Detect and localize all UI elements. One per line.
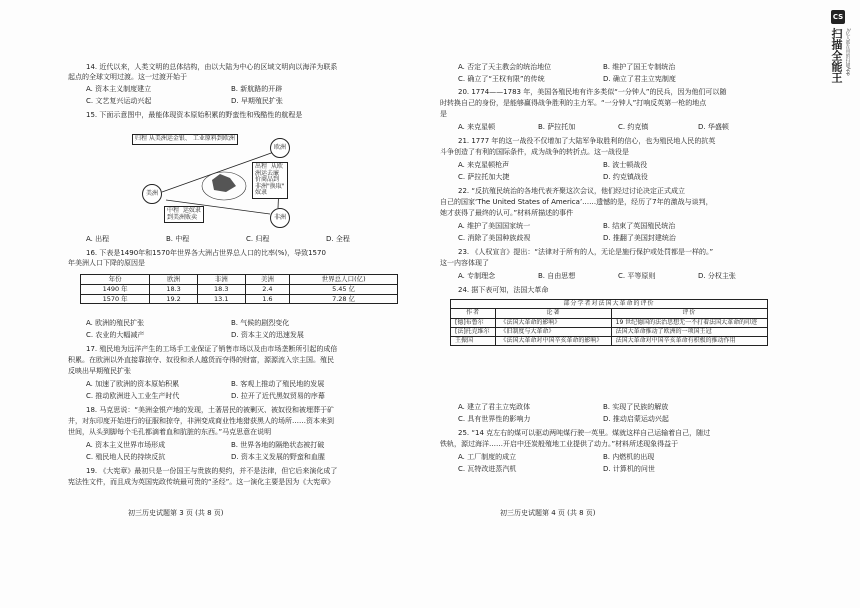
triangle-trade-diagram: [132, 134, 302, 230]
cell: [法]托克维尔: [451, 327, 496, 336]
q22-stem: 22. “反抗殖民统治的各地代表齐聚这次会议，他们经过讨论决定正式成立: [458, 187, 685, 195]
q22-stem-cont2: 她才获得了最终的认可。”材料所描述的事件: [440, 209, 574, 217]
table-header-row: [81, 275, 398, 285]
q23-stem: 23. 《人权宣言》提出：“法律对于所有的人，无论是施行保护或处罚都是一样的。”: [458, 248, 714, 256]
q25-option-a[interactable]: A. 工厂制度的成立: [458, 453, 517, 461]
q20-stem: 20. 1774——1783 年，美国各殖民地有许多类似“一分钟人”的民兵，因为他们可以随: [458, 88, 727, 96]
q20-option-d[interactable]: D. 华盛顿: [698, 123, 729, 131]
q23-option-d[interactable]: D. 分权主张: [698, 272, 736, 280]
page-footer-4: 初三历史试题第 4 页 (共 8 页): [500, 509, 596, 517]
q21-option-d[interactable]: D. 约克镇战役: [603, 173, 648, 181]
q22-option-d[interactable]: D. 推翻了美国封建统治: [603, 234, 676, 242]
q25-stem-cont: 铁轨，源过海洋……开启中还炭般殖地工业提供了动力。”材料所述现象得益于: [440, 440, 679, 448]
q20-stem-cont2: 是: [440, 110, 447, 118]
cell: 19.2: [150, 294, 198, 304]
header-year: 年份: [81, 275, 150, 285]
cell: 1490 年: [81, 284, 150, 294]
q24-stem: 24. 据下表可知，法国大革命: [458, 286, 549, 294]
page-footer-3: 初三历史试题第 3 页 (共 8 页): [128, 509, 224, 517]
q16-stem-cont: 年美洲人口下降的原因是: [68, 259, 145, 267]
watermark-subtitle: 3亿人都在用的扫描App: [845, 28, 850, 76]
q25-option-c[interactable]: C. 瓦特改进蒸汽机: [458, 465, 517, 473]
cell: 《法国大革命的影响》: [496, 318, 611, 327]
q17-option-c[interactable]: C. 推动欧洲进入工业生产时代: [86, 392, 180, 400]
africa-node: 非洲: [270, 208, 290, 228]
header-africa: 非洲: [197, 275, 245, 285]
q18-option-d[interactable]: D. 资本主义发展的野蛮和血腥: [231, 453, 325, 461]
header-author: 作者: [451, 309, 496, 318]
q20-stem-cont: 时转换自己的身份，是能够赢得战争胜利的主力军。“一分钟人”打响反英第一枪的地点: [440, 99, 707, 107]
q14-option-a[interactable]: A. 资本主义制度建立: [86, 85, 152, 93]
q16-option-d[interactable]: D. 资本主义的迅速发展: [231, 331, 304, 339]
q22-option-b[interactable]: B. 结束了英国殖民统治: [603, 222, 676, 230]
table-row: [81, 294, 398, 304]
america-node: 美洲: [142, 184, 162, 204]
q18-option-c[interactable]: C. 殖民地人民的持续反抗: [86, 453, 166, 461]
q17-option-b[interactable]: B. 客观上推动了殖民地的发展: [231, 380, 325, 388]
cell: 2.4: [245, 284, 290, 294]
cell: 《法国大革命对中国辛亥革命的影响》: [496, 337, 611, 346]
population-table: [80, 274, 398, 304]
cell: 王振国: [451, 337, 496, 346]
q16-option-c[interactable]: C. 农业的大幅减产: [86, 331, 145, 339]
header-europe: 欧洲: [150, 275, 198, 285]
q25-option-d[interactable]: D. 计算机的问世: [603, 465, 655, 473]
q17-option-d[interactable]: D. 拉开了近代黑奴贸易的序幕: [231, 392, 325, 400]
q16-stem: 16. 下表是1490年和1570年世界各大洲占世界总人口的比率(%)，导致1570: [86, 249, 326, 257]
cell: 18.3: [197, 284, 245, 294]
cell: 18.3: [150, 284, 198, 294]
table-row: [451, 318, 768, 327]
q15-stem: 15. 下面示意图中，最能体现资本原始积累的野蛮性和残酷性的航程是: [86, 111, 303, 119]
q18-stem: 18. 马克思说：“美洲金银产地的发现，土著居民的被剿灭、被奴役和被埋葬于矿: [86, 406, 334, 414]
cell: 法国大革命推动了欧洲的一项国王冠: [611, 327, 767, 336]
q25-option-b[interactable]: B. 内燃机的出现: [603, 453, 655, 461]
q21-option-c[interactable]: C. 萨拉托加大捷: [458, 173, 510, 181]
q18-option-a[interactable]: A. 资本主义世界市场形成: [86, 441, 166, 449]
q14-stem: 14. 近代以来，人类文明的总体结构，由以大陆为中心的区域文明向以海洋为联系: [86, 63, 338, 71]
cell: 《旧制度与大革命》: [496, 327, 611, 336]
q18-stem-cont2: 世间，从头到脚每个毛孔都滴着血和肮脏的东西。”马克思意在说明: [68, 428, 272, 436]
q14-option-b[interactable]: B. 新航路的开辟: [231, 85, 283, 93]
table-caption: 部分学者对法国大革命的评价: [451, 300, 768, 309]
cell: 19 世纪德国的法治思想无一不打着法国大革命的印迹: [611, 318, 767, 327]
cell: 法国大革命对中国辛亥革命有积极的推动作用: [611, 337, 767, 346]
table-caption-row: [451, 300, 768, 309]
q14-option-d[interactable]: D. 早期殖民扩张: [231, 97, 283, 105]
q19-option-c[interactable]: C. 确立了“王权有限”的传统: [458, 75, 545, 83]
q14-option-c[interactable]: C. 文艺复兴运动兴起: [86, 97, 152, 105]
cell: 13.1: [197, 294, 245, 304]
q20-option-c[interactable]: C. 约克镇: [618, 123, 649, 131]
table-header-row: [451, 309, 768, 318]
header-work: 论著: [496, 309, 611, 318]
camscanner-watermark: [822, 10, 854, 110]
q19-option-d[interactable]: D. 确立了君主立宪制度: [603, 75, 676, 83]
q20-option-a[interactable]: A. 来克星顿: [458, 123, 496, 131]
q14-stem-cont: 起点的全球文明过渡。这一过渡开始于: [68, 73, 187, 81]
q15-option-c[interactable]: C. 归程: [246, 235, 270, 243]
q21-stem-cont: 斗争创造了有利的国际条件，成为战争的转折点。这一战役是: [440, 148, 629, 156]
q22-option-a[interactable]: A. 维护了美国国家统一: [458, 222, 531, 230]
q24-option-d[interactable]: D. 推动启蒙运动兴起: [603, 415, 669, 423]
q16-option-b[interactable]: B. 气候的剧烈变化: [231, 319, 290, 327]
q16-option-a[interactable]: A. 欧洲的殖民扩张: [86, 319, 145, 327]
q23-option-b[interactable]: B. 自由思想: [538, 272, 576, 280]
q22-option-c[interactable]: C. 消除了美国种族歧视: [458, 234, 531, 242]
outbound-route-box: 出程 从欧 洲运去廉 价商品到 非洲"换取" 奴隶: [252, 162, 288, 199]
q21-option-a[interactable]: A. 来克星顿枪声: [458, 161, 510, 169]
watermark-title: 扫描全能王: [830, 28, 843, 83]
q24-option-a[interactable]: A. 建立了君主立宪政体: [458, 403, 531, 411]
q23-option-a[interactable]: A. 专制理念: [458, 272, 496, 280]
q19-option-b[interactable]: B. 维护了国王专制统治: [603, 63, 676, 71]
camscanner-logo-icon: CS: [831, 10, 845, 24]
cell: 1570 年: [81, 294, 150, 304]
q21-option-b[interactable]: B. 波士顿战役: [603, 161, 648, 169]
header-america: 美洲: [245, 275, 290, 285]
q17-stem-cont: 积累。在欧洲以外直接靠掠夺、奴役和杀人越货而夺得的财富，源源流入宗主国。殖民: [68, 356, 334, 364]
revolution-evaluation-table: [450, 299, 768, 346]
q18-stem-cont: 井，对东印度开始进行的征服和掠夺，非洲变成商业性地猎获黑人的场所……资本来到: [68, 417, 334, 425]
cell: 1.6: [245, 294, 290, 304]
q23-option-c[interactable]: C. 平等原则: [618, 272, 656, 280]
return-route-box: 归程 从美洲运金银、 工业原料到欧洲: [132, 134, 238, 145]
q15-option-d[interactable]: D. 全程: [326, 235, 350, 243]
q19-stem: 19. 《大宪章》最初只是一份国王与贵族的契约，并不是法律，但它后来演化成了: [86, 467, 338, 475]
q21-stem: 21. 1777 年的这一战役不仅增加了大陆军争取胜利的信心，也为殖民地人民的抗英: [458, 137, 716, 145]
cell: [德]布鲁尔: [451, 318, 496, 327]
q18-option-b[interactable]: B. 世界各地的隔绝状态被打破: [231, 441, 325, 449]
q17-stem: 17. 殖民地为远洋产生的工场手工业保证了销售市场以及由市场垄断所引起的成倍: [86, 345, 338, 353]
table-row: [451, 337, 768, 346]
q19-stem-cont: 宪法性文件，而且成为英国宪政传统最可贵的“圣经”。这一演化主要是因为《大宪章》: [68, 478, 335, 486]
cell: 5.45 亿: [290, 284, 398, 294]
q15-option-a[interactable]: A. 出程: [86, 235, 110, 243]
q24-option-b[interactable]: B. 实现了民族的解放: [603, 403, 669, 411]
table-row: [451, 327, 768, 336]
q24-option-c[interactable]: C. 具有世界性的影响力: [458, 415, 531, 423]
q17-stem-cont2: 反映出早期殖民扩张: [68, 367, 131, 375]
q15-option-b[interactable]: B. 中程: [166, 235, 190, 243]
header-world-pop: 世界总人口(亿): [290, 275, 398, 285]
q17-option-a[interactable]: A. 加速了欧洲的资本原始积累: [86, 380, 180, 388]
europe-node: 欧洲: [270, 138, 290, 158]
q25-stem: 25. “14 克左右的煤可以驱动两吨煤行驶一英里。煤就这样自己运输着自己，随过: [458, 429, 711, 437]
q19-option-a[interactable]: A. 否定了天主教会的统治地位: [458, 63, 552, 71]
middle-route-box: 中程 运奴隶 到美洲贩卖: [164, 206, 204, 223]
table-row: [81, 284, 398, 294]
header-evaluation: 评价: [611, 309, 767, 318]
cell: 7.28 亿: [290, 294, 398, 304]
q23-stem-cont: 这一内容体现了: [440, 259, 489, 267]
q22-stem-cont: 自己的国家‘The United States of America’……遗憾的是，经历了7年的激战与谈判，: [440, 198, 713, 206]
q20-option-b[interactable]: B. 萨拉托加: [538, 123, 576, 131]
